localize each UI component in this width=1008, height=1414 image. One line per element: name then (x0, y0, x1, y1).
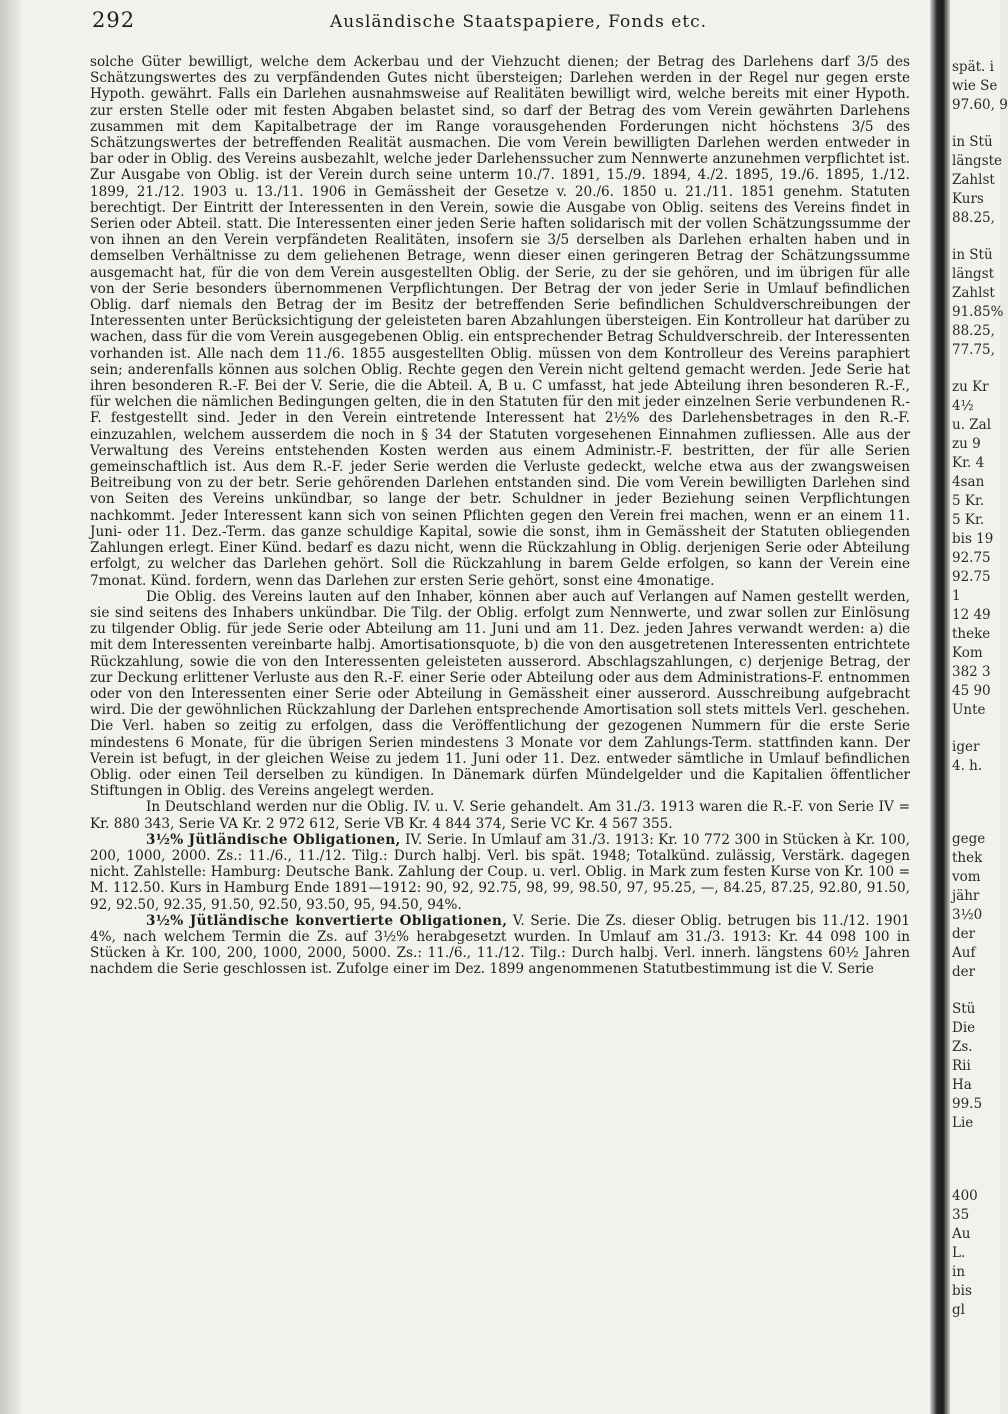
adjacent-page-fragment: der (952, 964, 976, 980)
adjacent-page-fragment: in Stü (952, 134, 993, 150)
adjacent-page-fragment: wie Se (952, 78, 998, 94)
adjacent-page-fragment: 12 49 (952, 607, 991, 623)
adjacent-page-fragment (952, 360, 1000, 378)
adjacent-page-fragment: Lie (952, 1115, 974, 1131)
adjacent-page-fragment: der (952, 926, 976, 942)
adjacent-page-fragment: 45 90 (952, 683, 991, 699)
body-paragraph: solche Güter bewilligt, welche dem Ackerbau und der Viehzucht dienen; der Betrag des Darlehens darf 3/5 des Schätzungswertes des zu verpfändenden Gutes nicht übersteigen; Darlehen werden in der Regel nur gegen erste Hypoth. gewährt. Falls ein Darlehen ausnahmsweise auf Realitäten bewilligt wird, welche bereits mit einer Hypoth. zur ersten Stelle oder mit festen Abgaben belastet sind, so darf der Betrag des vom Verein gewährten Darlehens zusammen mit dem Kapitalbetrage der im Range vorausgehenden Forderungen nicht höchstens 3/5 des Schätzungswertes der betreffenden Realität ausmachen. Die vom Verein bewilligten Darlehen werden entweder in bar oder in Oblig. des Vereins ausbezahlt, welche jeder Darlehenssucher zum Nennwerte anzunehmen verpflichtet ist. Zur Ausgabe von Oblig. ist der Verein durch seine unterm 10./7. 1891, 15./9. 1894, 4./2. 1895, 19./6. 1895, 1./12. 1899, 21./12. 1903 u. 13./11. 1906 in Gemässheit der Gesetze v. 20./6. 1850 u. 21./11. 1851 genehm. Statuten berechtigt. Der Eintritt der Interessenten in den Verein, sowie die Ausgabe von Oblig. seitens des Vereins findet in Serien oder Abteil. statt. Die Interessenten einer jeden Serie haften solidarisch mit der vollen Schätzungssumme der von ihnen an den Verein verpfändeten Realitäten, insofern sie 3/5 derselben als Darlehen erhalten haben und in demselben Verhältnisse zu dem geliehenen Betrage, wenn dieser einen geringeren Betrag der Schätzungssumme ausgemacht hat, für die von dem Verein ausgestellten Oblig. der Serie, zu der sie gehören, und im übrigen für alle von der Serie besonders übernommenen Verpflichtungen. Der Betrag der von jeder Serie in Umlauf befindlichen Oblig. darf niemals den Betrag der im Besitz der betreffenden Serie befindlichen Schuldverschreibungen der Interessenten unter Berücksichtigung der geleisteten baren Abzahlungen übersteigen. Ein Kontrolleur hat darüber zu wachen, dass für die vom Verein ausgegebenen Oblig. ein entsprechender Betrag Schuldverschreib. der Interessenten vorhanden ist. Alle nach dem 11./6. 1855 ausgestellten Oblig. müssen von dem Kontrolleur des Vereins paraphiert sein; anderenfalls können aus solchen Oblig. Rechte gegen den Verein nicht geltend gemacht werden. Jede Serie hat ihren besonderen R.-F. Bei der V. Serie, die die Abteil. A, B u. C umfasst, hat jede Abteilung ihren besonderen R.-F., für welchen die nämlichen Bedingungen gelten, die in den Statuten für den mit jeder einzelnen Serie verbundenen R.-F. festgestellt sind. Jeder in den Verein eintretende Interessent hat 2½% des Darlehensbetrages in den R.-F. einzuzahlen, welchem ausserdem die noch in § 34 der Statuten vorgesehenen Einnahmen zufliessen. Alle aus der Verwaltung des Vereins entstehenden Kosten werden aus einem Administr.-F. bestritten, der für alle Serien gemeinschaftlich ist. Aus dem R.-F. jeder Serie werden die Verluste gedeckt, welche etwa aus der zwangsweisen Beitreibung von zu der betr. Serie gehörenden Darlehen entstanden sind. Die vom Verein bewilligten Darlehen sind von Seiten des Vereins unkündbar, so lange der betr. Schuldner in jeder Beziehung seinen Verpflichtungen nachkommt. Jeder Interessent kann sich von seinen Pflichten gegen den Verein frei machen, wenn er an einem 11. Juni- oder 11. Dez.-Term. das ganze schuldige Kapital, sowie die sonst, ihm in Gemässheit der Statuten obliegenden Zahlungen erlegt. Einer Künd. bedarf es dazu nicht, wenn die Rückzahlung in Oblig. derjenigen Serie oder Abteilung erfolgt, zu welcher das Darlehen gehört. Soll die Rückzahlung in barem Gelde erfolgen, so kann der Verein eine 7monat. Künd. fordern, wenn das Darlehen zur ersten Serie gehört, sonst eine 4monatige. (90, 54, 910, 589)
body-paragraph: Die Oblig. des Vereins lauten auf den Inhaber, können aber auch auf Verlangen auf Namen gestellt werden, sie sind seitens des Inhabers unkündbar. Die Tilg. der Oblig. erfolgt zum Nennwerte, und zwar sollen zur Einlösung zu tilgender Oblig. für jede Serie oder Abteilung am 11. Juni und am 11. Dez. jeden Jahres verwandt werden: a) die mit dem Interessenten vereinbarte halbj. Amortisationsquote, b) die von den ausgetretenen Interessenten entrichtete Rückzahlung, sowie die von den Interessenten geleisteten ausserord. Abschlagszahlungen, c) derjenige Betrag, der zur Deckung erlittener Verluste aus den R.-F. einer Serie oder Abteilung oder aus dem Administrations-F. entnommen oder von den Interessenten einer Serie oder Abteilung in Gemässheit einer ausserord. Ausschreibung aufgebracht wird. Die der gewöhnlichen Rückzahlung der Darlehen entsprechende Amortisation soll stets mittels Verl. geschehen. Die Verl. haben so zeitig zu erfolgen, dass die Veröffentlichung der gezogenen Nummern für die erste Serie mindestens 6 Monate, für die übrigen Serien mindestens 3 Monate vor dem Zahlungs-Term. stattfinden kann. Der Verein ist befugt, in der gleichen Weise zu jedem 11. Juni oder 11. Dez. entweder sämtliche in Umlauf befindlichen Oblig. oder einen Teil derselben zu kündigen. In Dänemark dürfen Mündelgelder und die Kapitalien öffentlicher Stiftungen in Oblig. des Vereins angelegt werden. (90, 588, 910, 800)
adjacent-page-fragment: 35 (952, 1207, 970, 1223)
adjacent-page-fragment: spät. i (952, 59, 994, 75)
adjacent-page-fragment (952, 776, 1000, 794)
adjacent-page-fragment: Kr. 4 (952, 455, 985, 471)
adjacent-page-fragment: 92.75 (952, 569, 991, 585)
adjacent-page-fragment: Ha (952, 1077, 972, 1093)
adjacent-page-fragment (952, 228, 1000, 246)
adjacent-page-fragment: 4. h. (952, 758, 983, 774)
adjacent-page-fragment: 5 Kr. (952, 493, 985, 509)
page-number: 292 (92, 8, 136, 32)
adjacent-page-fragment: längste (952, 153, 1003, 169)
adjacent-page-fragment: gl (952, 1302, 965, 1318)
adjacent-page-fragment: zu Kr (952, 379, 989, 395)
entry-title: 3½% Jütländische konvertierte Obligationen, (146, 912, 508, 929)
adjacent-page-fragment: 88.25, (952, 210, 995, 226)
adjacent-page-fragment: bis 19 (952, 531, 994, 547)
adjacent-page-fragment: 99.5 (952, 1096, 983, 1112)
adjacent-page-fragment: vom (952, 869, 981, 885)
adjacent-page-fragment (952, 115, 1000, 133)
adjacent-page-fragment: Rii (952, 1058, 971, 1074)
adjacent-page-fragment: 77.75, (952, 342, 995, 358)
running-head: Ausländische Staatspapiere, Fonds etc. (330, 12, 708, 32)
adjacent-page-fragment (952, 794, 1000, 812)
adjacent-page-fragment: 88.25, (952, 323, 995, 339)
adjacent-page-fragment: Zahlst (952, 172, 995, 188)
adjacent-page-fragment (952, 720, 1000, 738)
adjacent-page-fragment: Die (952, 1020, 976, 1036)
adjacent-page-fragment: u. Zal (952, 417, 992, 433)
entry-title: 3½% Jütländische Obligationen, (146, 831, 401, 848)
adjacent-page-fragment: theke (952, 626, 991, 642)
adjacent-page-fragment: L. (952, 1245, 966, 1261)
adjacent-page-fragment: Au (952, 1226, 971, 1242)
entry-text: IV. Serie. In Umlauf am 31./3. 1913: Kr. 10 772 300 in Stücken à Kr. 100, 200, 1000, 2000. Zs.: 11./6., 11./12. Tilg.: Durch halbj. Verl. bis spät. 1948; Totalkünd. zulässig, Verstärk. dagegen nicht. Zahlstelle: Hamburg: Deutsche Bank. Zahlung der Coup. u. verl. Oblig. in Mark zum festen Kurse von Kr. 100 = M. 112.50. Kurs in Hamburg Ende 1891—1912: 90, 92, 92.75, 98, 99, 98.50, 97, 95.25, —, 84.25, 87.25, 92.80, 91.50, 92, 92.50, 92.35, 91.50, 92.50, 93.50, 95, 94.50, 94%. (90, 831, 910, 913)
left-margin-shadow (0, 0, 22, 1414)
adjacent-page-fragment: 4san (952, 474, 985, 490)
adjacent-page-fragment: bis (952, 1283, 972, 1299)
adjacent-page-fragment (952, 1151, 1000, 1169)
adjacent-page-fragment: in Stü (952, 247, 993, 263)
adjacent-page-fragment: zu 9 (952, 436, 981, 452)
adjacent-page-fragment: Zahlst (952, 285, 995, 301)
adjacent-page-fragment (952, 1169, 1000, 1187)
adjacent-page-fragment: längst (952, 266, 995, 282)
adjacent-page-fragment: 400 (952, 1188, 978, 1204)
adjacent-page-fragment: 1 (952, 588, 961, 604)
adjacent-page-fragment: 91.85% (952, 304, 1004, 320)
adjacent-page-strip (952, 58, 1008, 1414)
main-column (90, 54, 910, 978)
adjacent-page-fragment: Unte (952, 702, 986, 718)
adjacent-page-fragment: Kurs (952, 191, 984, 207)
adjacent-page-fragment (952, 1133, 1000, 1151)
body-paragraph: In Deutschland werden nur die Oblig. IV. u. V. Serie gehandelt. Am 31./3. 1913 waren die R.-F. von Serie IV = Kr. 880 343, Serie VA Kr. 2 972 612, Serie VB Kr. 4 844 374, Serie VC Kr. 4 567 355. (90, 799, 910, 832)
adjacent-page-fragment: Kom (952, 645, 983, 661)
adjacent-page-fragment: thek (952, 850, 983, 866)
entry-juetlaendische-v (90, 913, 910, 978)
entry-text: V. Serie. Die Zs. dieser Oblig. betrugen bis 11./12. 1901 4%, nach welchem Termin die Zs. auf 3½% herabgesetzt wurden. In Umlauf am 31./3. 1913: Kr. 44 098 100 in Stücken à Kr. 100, 200, 1000, 2000, 5000. Zs.: 11./6., 11./12. Tilg.: Durch halbj. Verl. innerh. längstens 60½ Jahren nachdem die Serie geschlossen ist. Zufolge einer im Dez. 1899 angenommenen Statutbestimmung ist die V. Serie (90, 912, 911, 978)
book-gutter (930, 0, 950, 1414)
adjacent-page-fragment: gege (952, 831, 986, 847)
adjacent-page-fragment: Auf (952, 945, 976, 961)
adjacent-page-fragment: 3½0 (952, 907, 983, 923)
adjacent-page-fragment: 4½ (952, 398, 974, 414)
adjacent-page-fragment: jähr (952, 888, 980, 904)
adjacent-page-fragment (952, 982, 1000, 1000)
page-header (60, 6, 920, 32)
adjacent-page-fragment: 5 Kr. (952, 512, 985, 528)
adjacent-page-fragment: Zs. (952, 1039, 973, 1055)
entry-juetlaendische-iv (90, 832, 910, 913)
adjacent-page-fragment: 382 3 (952, 664, 991, 680)
adjacent-page-fragment: Stü (952, 1001, 976, 1017)
adjacent-page-fragment: iger (952, 739, 980, 755)
adjacent-page-fragment (952, 812, 1000, 830)
adjacent-page-fragment: in (952, 1264, 966, 1280)
adjacent-page-fragment: 92.75 (952, 550, 991, 566)
adjacent-page-fragment: 97.60, 9 (952, 97, 1008, 113)
